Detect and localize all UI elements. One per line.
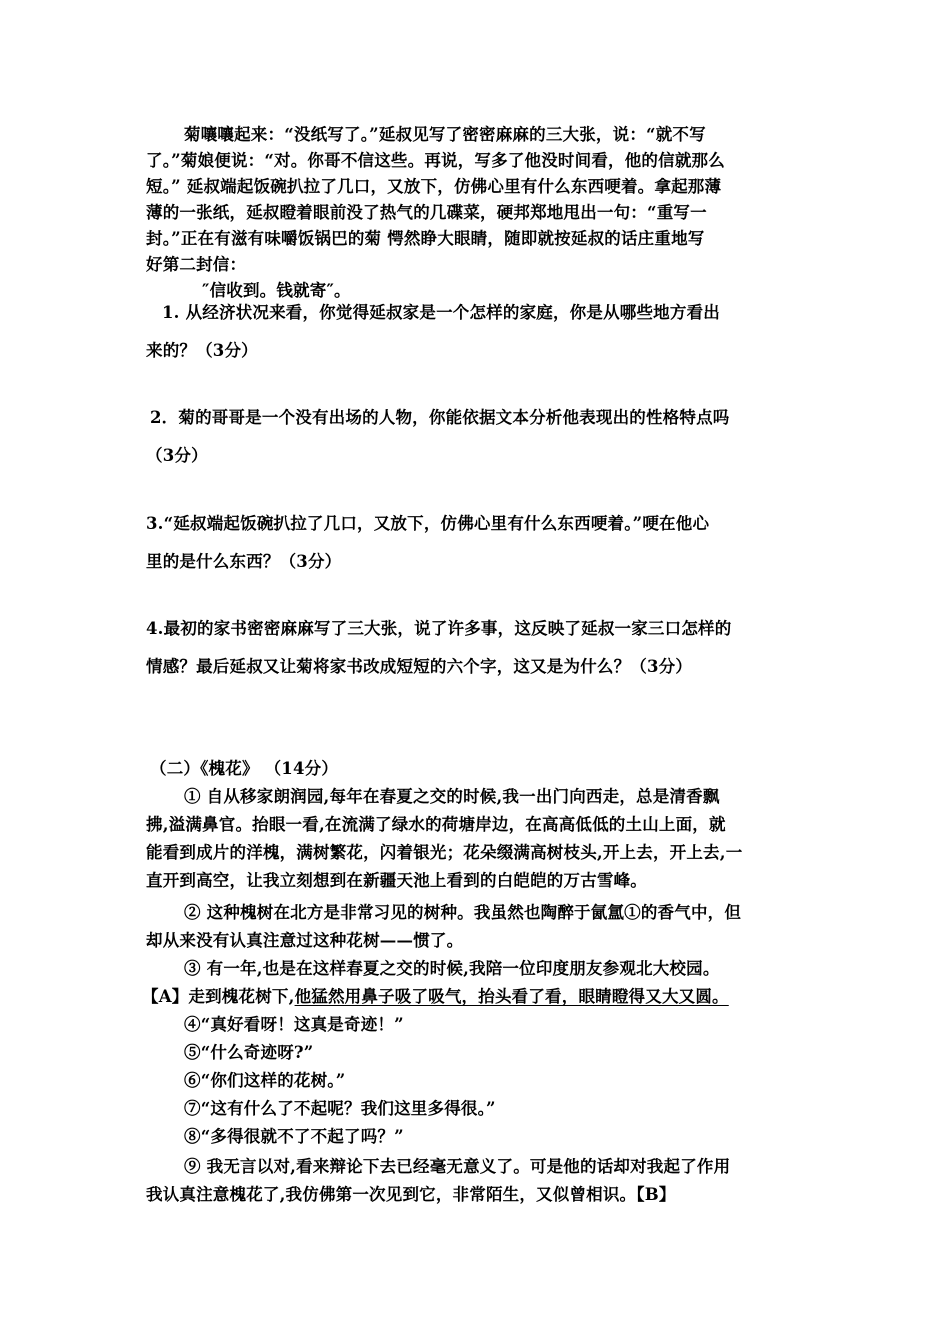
story-line: 短。” 延叔端起饭碗扒拉了几口，又放下，仿佛心里有什么东西哽着。拿起那薄 (146, 177, 722, 196)
marker-a: 【A】 (142, 987, 189, 1006)
story-line: 薄的一张纸，延叔瞪着眼前没了热气的几碟菜，硬邦郑地甩出一句：“重写一 (146, 203, 707, 222)
passage-paragraph-1: ① 自从移家朗润园,每年在春夏之交的时候,我一出门向西走，总是清香飘 (184, 787, 720, 806)
dialogue-line: ⑦“这有什么了不起呢？我们这里多得很。” (184, 1099, 496, 1118)
story-line: ″信收到。钱就寄″。 (202, 281, 351, 300)
story-line: 好第二封信： (146, 255, 247, 274)
question-3-line1: 3.“延叔端起饭碗扒拉了几口，又放下，仿佛心里有什么东西哽着。”哽在他心 (146, 514, 710, 533)
passage-paragraph-1: 能看到成片的洋槐，满树繁花，闪着银光；花朵缀满高树枝头,开上去，开上去,一 (146, 843, 743, 862)
question-2-line1: 2．菊的哥哥是一个没有出场的人物，你能依据文本分析他表现出的性格特点吗 (150, 408, 730, 427)
plain-text: 走到槐花树下, (188, 987, 295, 1006)
question-2-line2: （3分） (146, 446, 208, 465)
story-line: 菊嚷嚷起来：“没纸写了。”延叔见写了密密麻麻的三大张，说：“就不写 (184, 125, 706, 144)
dialogue-line: ⑧“多得很就不了不起了吗？” (184, 1127, 404, 1146)
passage-paragraph-2: 却从来没有认真注意过这种花树——惯了。 (146, 931, 464, 950)
passage-paragraph-3-line2 (142, 986, 807, 1008)
passage-paragraph-3: ③ 有一年,也是在这样春夏之交的时候,我陪一位印度朋友参观北大校园。 (184, 959, 720, 978)
dialogue-line: ④“真好看呀！这真是奇迹！” (184, 1015, 404, 1034)
question-4-line2: 情感？最后延叔又让菊将家书改成短短的六个字，这又是为什么？（3分） (146, 657, 693, 676)
dialogue-line: ⑥“你们这样的花树。” (184, 1071, 346, 1090)
story-line: 了。”菊娘便说：“对。你哥不信这些。再说，写多了他没时间看，他的信就那么 (146, 151, 725, 170)
passage-paragraph-1: 直开到高空，让我立刻想到在新疆天池上看到的白皑皑的万古雪峰。 (146, 871, 647, 890)
dialogue-line: ⑤“什么奇迹呀?” (184, 1043, 314, 1062)
passage-paragraph-9: 我认真注意槐花了,我仿佛第一次见到它，非常陌生，又似曾相识。【B】 (146, 1185, 676, 1204)
question-1-line2: 来的？（3分） (146, 341, 258, 360)
question-4-line1: 4.最初的家书密密麻麻写了三大张，说了许多事，这反映了延叔一家三口怎样的 (146, 619, 732, 638)
underlined-sentence: 他猛然用鼻子吸了吸气，抬头看了看，眼睛瞪得又大又圆。 (294, 987, 729, 1006)
passage-paragraph-9: ⑨ 我无言以对,看来辩论下去已经毫无意义了。可是他的话却对我起了作用 (184, 1157, 731, 1176)
passage-paragraph-1: 拂,溢满鼻官。抬眼一看,在流满了绿水的荷塘岸边，在高高低低的土山上面，就 (146, 815, 726, 834)
question-1-line1: 1. 从经济状况来看，你觉得延叔家是一个怎样的家庭，你是从哪些地方看出 (162, 303, 720, 322)
passage-paragraph-2: ② 这种槐树在北方是非常习见的树种。我虽然也陶醉于氤氲①的香气中，但 (184, 903, 742, 922)
story-line: 封。”正在有滋有味嚼饭锅巴的菊 愕然睁大眼睛，随即就按延叔的话庄重地写 (146, 229, 705, 248)
section-title: （二）《槐花》 （14分） (150, 759, 339, 778)
question-3-line2: 里的是什么东西？（3分） (146, 552, 342, 571)
